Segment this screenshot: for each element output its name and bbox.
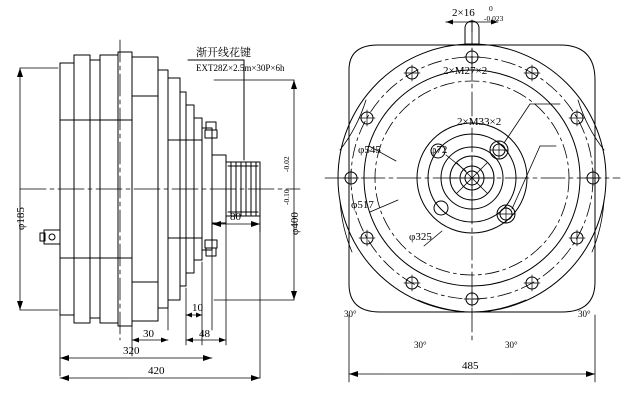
dim-phi545: φ545 [358, 144, 381, 156]
angle-30-left: 30° [344, 309, 357, 319]
dim-2x16-tol-upper: 0 [489, 4, 493, 13]
dim-10: 10 [192, 302, 203, 314]
angle-30-bottom-right: 30° [505, 340, 518, 350]
thread-m33-label: 2×M33×2 [457, 116, 502, 128]
dim-phi400: φ400 [289, 212, 301, 235]
angle-30-bottom-left: 30° [414, 340, 427, 350]
dim-phi72: φ72 [430, 144, 448, 156]
dim-2x16: 2×16 [452, 7, 475, 19]
dim-phi517: φ517 [351, 199, 374, 211]
dim-80: 80 [230, 211, 241, 223]
spline-note-line1: 渐开线花键 [196, 47, 251, 59]
dim-phi325: φ325 [409, 231, 432, 243]
dim-420: 420 [148, 365, 165, 377]
spline-note-line2: EXT28Z×2.5m×30P×6h [196, 63, 285, 73]
angle-30-right: 30° [578, 309, 591, 319]
dim-48: 48 [199, 328, 210, 340]
dim-320: 320 [123, 345, 140, 357]
dim-phi185: φ185 [15, 207, 27, 230]
dim-phi400-tol-lower: -0.10 [282, 189, 291, 205]
dim-phi400-tol-upper: -0.02 [282, 156, 291, 172]
dim-30: 30 [143, 328, 154, 340]
dim-2x16-tol-lower: -0.023 [484, 14, 504, 23]
dim-485: 485 [462, 360, 479, 372]
thread-m27-label: 2×M27×2 [443, 65, 488, 77]
